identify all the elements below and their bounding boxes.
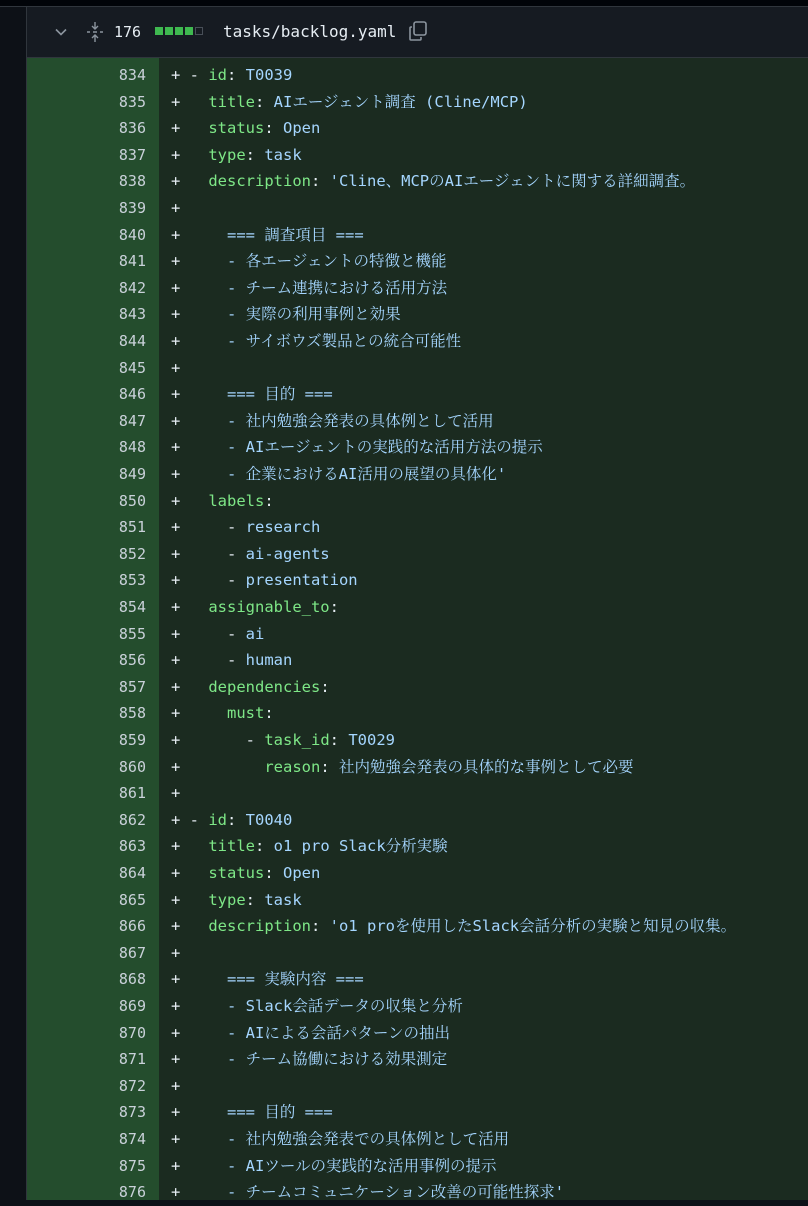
diff-line [27,780,808,807]
diff-line [27,993,808,1020]
code-line: + title: AIエージェント調査 (Cline/MCP) [171,92,528,111]
diff-line [27,328,808,355]
line-number[interactable]: 842 [118,278,146,297]
line-number[interactable]: 852 [118,544,146,563]
code-line: + - ai-agents [171,544,330,563]
diff-line [27,913,808,940]
file-header [27,7,808,58]
code-line: + assignable_to: [171,598,339,616]
file-name[interactable]: tasks/backlog.yaml [223,22,397,41]
diff-line [27,62,808,89]
diff-line [27,860,808,887]
line-number[interactable]: 855 [118,624,146,643]
code-line: + - human [171,651,293,670]
diff-line [27,248,808,275]
diff-line [27,142,808,169]
diff-line [27,754,808,781]
code-line: + - 社内勉強会発表での具体例として活用 [171,1130,510,1148]
line-number[interactable]: 863 [118,837,146,856]
line-number[interactable]: 837 [118,145,146,164]
diff-line [27,966,808,993]
line-number[interactable]: 838 [118,172,146,191]
code-line: + [171,784,181,803]
code-line: + - Slack会話データの収集と分析 [171,997,463,1015]
code-line: + dependencies: [171,677,330,696]
line-number[interactable]: 859 [118,731,146,749]
code-line: + === 実験内容 === [171,970,364,989]
code-line: + - 企業におけるAI活用の展望の具体化' [171,465,507,483]
diff-line [27,1073,808,1100]
diff-line [27,1179,808,1206]
code-line: + - id: T0040 [171,810,293,829]
line-number[interactable]: 862 [118,810,146,829]
code-line: + - チーム連携における活用方法 [171,278,448,297]
diffstat-block [175,27,183,35]
chevron-down-icon[interactable] [53,24,69,40]
code-line: + type: task [171,890,302,909]
code-line: + - チームコミュニケーション改善の可能性探求' [171,1183,565,1202]
line-number[interactable]: 860 [118,757,146,776]
diff-line [27,1099,808,1126]
line-number[interactable]: 869 [118,997,146,1015]
diff-line [27,514,808,541]
diff-line [27,195,808,222]
code-line: + title: o1 pro Slack分析実験 [171,837,448,856]
diff-line [27,488,808,515]
line-number[interactable]: 848 [118,438,146,457]
diff-line [27,833,808,860]
code-line: + description: 'o1 proを使用したSlack会話分析の実験と知見の収集。 [171,917,737,936]
diff-line [27,940,808,967]
line-number[interactable]: 839 [118,199,146,217]
line-number[interactable]: 841 [118,252,146,271]
line-number[interactable]: 873 [118,1103,146,1122]
code-line: + description: 'Cline、MCPのAIエージェントに関する詳細調査。 [171,172,696,191]
line-number[interactable]: 853 [118,571,146,590]
line-number[interactable]: 876 [118,1183,146,1202]
code-line: + === 調査項目 === [171,225,364,244]
diff-line [27,700,808,727]
code-line: + [171,358,181,377]
diff-line [27,887,808,914]
diff-line [27,1046,808,1073]
diff-body [27,58,808,1200]
code-line: + - 各エージェントの特徴と機能 [171,252,447,271]
code-line: + type: task [171,145,302,164]
line-number[interactable]: 846 [118,385,146,404]
code-line: + - AIによる会話パターンの抽出 [171,1023,451,1042]
code-line: + - id: T0039 [171,66,293,84]
line-number[interactable]: 844 [118,332,146,350]
code-line: + - AIエージェントの実践的な活用方法の提示 [171,438,543,457]
line-number[interactable]: 843 [118,305,146,324]
diff-line [27,567,808,594]
code-line: + - AIツールの実践的な活用事例の提示 [171,1156,497,1175]
line-number[interactable]: 849 [118,465,146,483]
line-number[interactable]: 856 [118,651,146,670]
code-line: + - サイボウズ製品との統合可能性 [171,332,462,350]
diff-line [27,168,808,195]
line-number[interactable]: 858 [118,704,146,723]
code-line: + status: Open [171,864,321,882]
line-number[interactable]: 834 [118,66,146,84]
line-number[interactable]: 835 [118,92,146,111]
diffstat-block [185,27,193,35]
line-number[interactable]: 872 [118,1076,146,1095]
diff-line [27,275,808,302]
diff-line [27,594,808,621]
diff-line [27,461,808,488]
line-number[interactable]: 857 [118,677,146,696]
code-line: + [171,199,181,217]
line-number[interactable]: 868 [118,970,146,989]
code-line: + === 目的 === [171,1103,333,1122]
diff-line [27,355,808,382]
code-line: + - research [171,518,321,537]
top-bar [0,0,808,7]
code-line: + [171,1076,181,1095]
line-number[interactable]: 836 [118,119,146,138]
line-number[interactable]: 851 [118,518,146,537]
expand-lines-icon[interactable] [85,21,105,43]
diff-line [27,1153,808,1180]
diffstat-block [155,27,163,35]
diff-line [27,301,808,328]
line-number[interactable]: 870 [118,1023,146,1042]
diffstat-bar [155,27,203,35]
code-line: + reason: 社内勉強会発表の具体的な事例として必要 [171,757,634,776]
line-number[interactable]: 875 [118,1156,146,1175]
line-number[interactable]: 864 [118,864,146,882]
line-number[interactable]: 861 [118,784,146,803]
code-line: + - チーム協働における効果測定 [171,1050,448,1069]
diff-line [27,541,808,568]
change-count: 176 [114,23,142,41]
line-number[interactable]: 866 [118,917,146,936]
code-line: + - presentation [171,571,358,590]
diff-line [27,621,808,648]
line-number[interactable]: 867 [118,943,146,962]
diff-line [27,115,808,142]
diff-line [27,381,808,408]
diff-line [27,408,808,435]
code-line: + - 実際の利用事例と効果 [171,305,401,324]
code-line: + labels: [171,491,274,510]
line-number[interactable]: 871 [118,1050,146,1069]
code-line: + status: Open [171,119,321,138]
line-number[interactable]: 840 [118,225,146,244]
line-number[interactable]: 850 [118,491,146,510]
file-tree-edge [0,7,27,1200]
diffstat-block [165,27,173,35]
code-line: + - ai [171,624,265,643]
diff-line [27,222,808,249]
diff-line [27,434,808,461]
code-line: + - task_id: T0029 [171,731,395,749]
diff-line [27,647,808,674]
diff-line [27,807,808,834]
line-number[interactable]: 854 [118,598,146,616]
diff-line [27,727,808,754]
code-line: + - 社内勉強会発表の具体例として活用 [171,411,494,430]
diff-line [27,1020,808,1047]
code-line: + [171,943,181,962]
code-line: + === 目的 === [171,385,333,404]
line-number[interactable]: 874 [118,1130,146,1148]
code-line: + must: [171,704,274,723]
line-number[interactable]: 847 [118,411,146,430]
copy-icon[interactable] [407,20,429,42]
diffstat-block [195,27,203,35]
diff-line [27,674,808,701]
line-number[interactable]: 845 [118,358,146,377]
diff-line [27,1126,808,1153]
line-number[interactable]: 865 [118,890,146,909]
diff-line [27,89,808,116]
